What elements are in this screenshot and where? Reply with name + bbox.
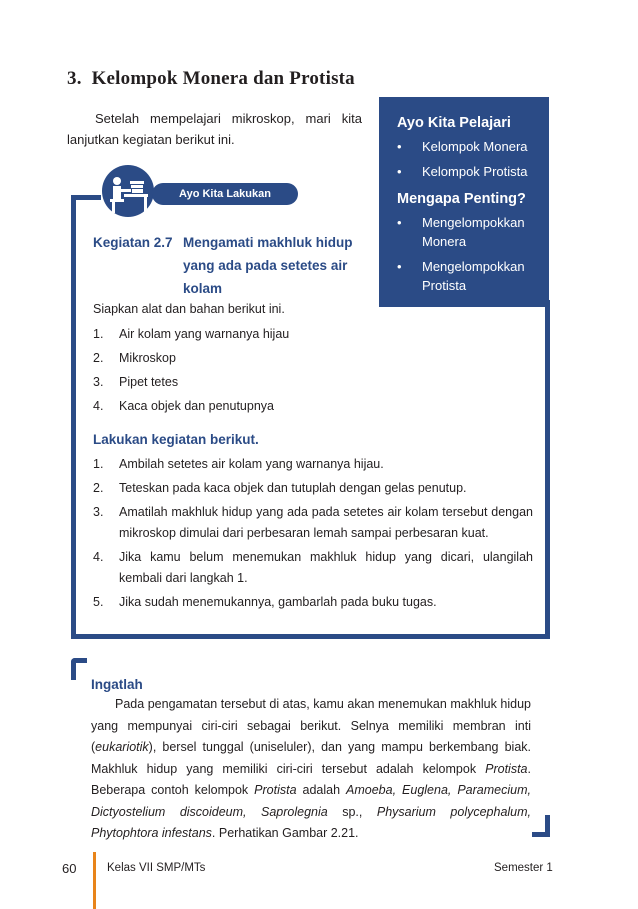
info-heading-learn: Ayo Kita Pelajari [397,115,511,131]
activity-badge: Ayo Kita Lakukan [152,183,298,205]
list-item: 1. Ambilah setetes air kolam yang warnanya hijau. [93,457,384,471]
info-heading-why: Mengapa Penting? [397,191,526,207]
activity-label: Kegiatan 2.7 [93,235,173,250]
list-item: 2. Mikroskop [93,351,176,365]
bullet-icon: • [397,164,402,179]
learning-info-box [379,97,549,307]
list-item: 5. Jika sudah menemukannya, gambarlah pada buku tugas. [93,595,437,609]
learn-item: • Kelompok Monera [397,139,528,154]
steps-heading: Lakukan kegiatan berikut. [93,432,259,447]
why-list [397,213,539,295]
list-item: 1. Air kolam yang warnanya hijau [93,327,290,341]
footer-semester: Semester 1 [494,862,553,874]
why-item: • Mengelompokkan Protista [397,259,525,293]
why-item: • Mengelompokkan Monera [397,215,525,249]
list-item: 3. Pipet tetes [93,375,179,389]
remember-frame-left [71,658,76,680]
activity-frame-right [545,300,550,639]
bullet-icon: • [397,215,402,230]
remember-paragraph: Pada pengamatan tersebut di atas, kamu akan menemukan makhluk hidup yang mempunyai ciri-ciri sebagai berikut. Selnya memiliki membran inti (eukariotik), bersel tunggal (uniseluler), dan yang mampu berkembang biak. Makhluk hidup yang memiliki ciri-ciri tersebut adalah kelompok Protista. Beberapa contoh kelompok Protista adalah Amoeba, Euglena, Paramecium, Dictyostelium discoideum, Saprolegnia sp., Physarium polycephalum, Phytophtora infestans. Perhatikan Gambar 2.21. [91,697,532,840]
remember-frame-bottom [532,832,550,837]
remember-title: Ingatlah [91,677,143,692]
section-number: 3. [67,68,82,89]
section-title [67,68,355,90]
activity-frame-bottom [71,634,550,639]
activity-title: Mengamati makhluk hidup yang ada pada setetes air kolam [183,235,353,296]
list-item: 2. Teteskan pada kaca objek dan tutuplah dengan gelas penutup. [93,481,467,495]
list-item: 4. Kaca objek dan penutupnya [93,399,274,413]
page-number: 60 [62,861,77,876]
footer-grade: Kelas VII SMP/MTs [107,862,206,874]
materials-heading: Siapkan alat dan bahan berikut ini. [93,302,285,316]
intro-paragraph: Setelah mempelajari mikroskop, mari kita lanjutkan kegiatan berikut ini. [67,111,362,147]
bullet-icon: • [397,259,402,274]
learn-list [397,137,539,181]
materials-list [93,324,533,420]
bullet-icon: • [397,139,402,154]
learn-item: • Kelompok Protista [397,164,528,179]
steps-list [93,454,533,616]
footer-divider [93,852,96,909]
list-item: 3. Amatilah makhluk hidup yang ada pada setetes air kolam tersebut dengan mikroskop dimulai dari perbesaran lemah sampai perbesaran kuat. [93,505,533,540]
activity-frame-left [71,195,76,638]
list-item: 4. Jika kamu belum menemukan makhluk hidup yang dicari, ulangilah kembali dari langkah 1. [93,550,533,585]
section-title-text: Kelompok Monera dan Protista [91,68,355,89]
student-desk-icon [102,161,154,221]
